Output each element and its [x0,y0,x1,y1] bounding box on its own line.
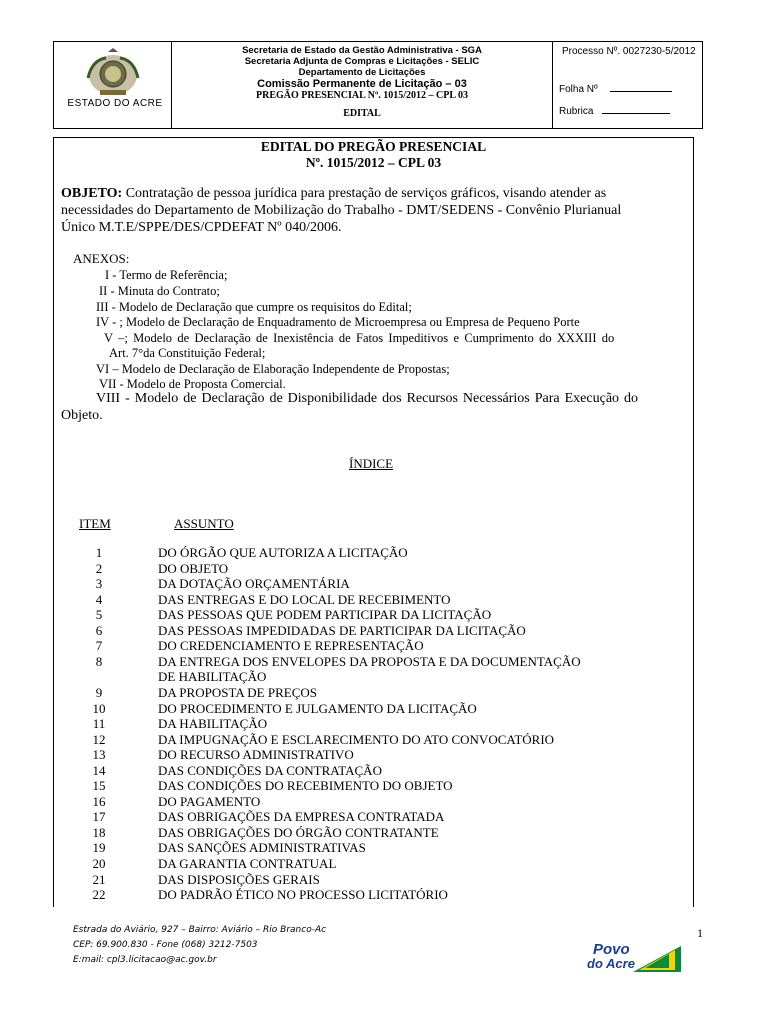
objeto-line2: necessidades do Departamento de Mobilização do Trabalho - DMT/SEDENS - Convênio Plurianual [61,203,622,218]
index-item-number: 9 [95,684,103,700]
index-item-number: 5 [95,607,103,623]
folha-field [610,91,672,92]
index-item-number: 4 [95,591,103,607]
indice-col-assunto: ASSUNTO [174,516,234,531]
index-item-number: 8 [95,653,103,669]
state-label: ESTADO DO ACRE [67,98,163,109]
anexo-item: VII - Modelo de Proposta Comercial. [99,377,286,391]
index-item-subject: DO OBJETO [158,560,229,576]
header-line: Comissão Permanente de Licitação – 03 [257,78,467,90]
footer-address: Estrada do Aviário, 927 – Bairro: Aviário – Rio Branco-Ac [73,925,327,935]
index-item-number: 10 [92,700,106,716]
header-center [172,42,552,120]
index-item-subject: DO RECURSO ADMINISTRATIVO [158,747,354,763]
folha-text: Folha Nº [559,84,598,95]
header-line: Secretaria Adjunta de Compras e Licitações - SELIC [244,56,480,67]
index-item-number: 15 [92,778,106,794]
index-item-number: 21 [92,871,106,887]
anexo-item: V –; Modelo de Declaração de Inexistência de Fatos Impeditivos e Cumprimento do XXXIII do [104,331,615,345]
rubrica-text: Rubrica [559,106,594,117]
index-item-number: 18 [92,824,106,840]
index-item-subject: DO PAGAMENTO [158,793,261,809]
index-item-number: 20 [92,856,106,871]
indice-col-item: ITEM [79,516,111,531]
anexo-item: I - Termo de Referência; [105,268,228,282]
indice-title: ÍNDICE [349,456,394,471]
logo-text-povo: Povo [593,941,630,958]
anexo-item: II - Minuta do Contrato; [99,284,220,298]
objeto-line3: Único M.T.E/SPPE/DES/CPDEFAT Nº 040/2006. [61,220,342,235]
povo-do-acre-logo [585,938,685,974]
anexo-item: VI – Modelo de Declaração de Elaboração Independente de Propostas; [96,362,450,376]
anexos-label: ANEXOS: [73,251,130,266]
anexo-item: IV - ; Modelo de Declaração de Enquadramento de Microempresa ou Empresa de Pequeno Porte [96,315,580,329]
index-item-number: 13 [92,747,106,763]
anexo-item: VIII - Modelo de Declaração de Disponibilidade dos Recursos Necessários Para Execução do [96,391,639,406]
index-item-subject: DAS OBRIGAÇÕES DA EMPRESA CONTRATADA [158,809,445,825]
index-item-number: 19 [92,840,106,856]
header-divider [552,42,553,128]
index-item-number: 14 [92,762,106,778]
page-number: 1 [697,926,703,940]
rubrica-field [602,113,670,114]
index-item-number: 12 [92,731,106,747]
processo-number: Processo Nº. 0027230-5/2012 [562,46,696,57]
index-item-subject: DA GARANTIA CONTRATUAL [158,856,337,871]
objeto-line1 [61,186,606,202]
header-line: EDITAL [343,108,381,119]
index-item-subject: DAS PESSOAS IMPEDIDADAS DE PARTICIPAR DA LICITAÇÃO [158,622,526,638]
index-item-subject: DAS ENTREGAS E DO LOCAL DE RECEBIMENTO [158,591,451,607]
index-item-subject: DO PADRÃO ÉTICO NO PROCESSO LICITATÓRIO [158,887,448,903]
index-item-subject: DO PROCEDIMENTO E JULGAMENTO DA LICITAÇÃO [158,700,477,716]
document-title: EDITAL DO PREGÃO PRESENCIAL [260,139,487,154]
rubrica-label [559,106,670,117]
index-item-number: 7 [95,638,103,654]
index-item-subject: DA DOTAÇÃO ORÇAMENTÁRIA [158,576,350,592]
footer-email: E:mail: cpl3.licitacao@ac.gov.br [73,955,217,965]
index-item-subject: DE HABILITAÇÃO [158,669,267,685]
folha-label [559,84,672,95]
index-item-number: 1 [95,545,103,560]
index-item-subject: DA ENTREGA DOS ENVELOPES DA PROPOSTA E DA DOCUMENTAÇÃO [158,653,581,669]
header-line: Departamento de Licitações [298,67,426,78]
index-item-number: 11 [92,716,106,732]
index-item-number: 22 [92,887,106,903]
header-table [53,41,703,129]
index-item-subject: DA PROPOSTA DE PREÇOS [158,684,317,700]
index-item-subject: DO ÓRGÃO QUE AUTORIZA A LICITAÇÃO [158,545,408,560]
index-item-subject: DA IMPUGNAÇÃO E ESCLARECIMENTO DO ATO CONVOCATÓRIO [158,731,555,747]
header-line: PREGÃO PRESENCIAL Nº. 1015/2012 – CPL 03 [256,90,468,101]
document-subtitle: Nº. 1015/2012 – CPL 03 [305,155,442,170]
objeto-label: OBJETO: [61,186,123,201]
index-item-subject: DAS OBRIGAÇÕES DO ÓRGÃO CONTRATANTE [158,824,439,840]
index-item-subject: DO CREDENCIAMENTO E REPRESENTAÇÃO [158,638,424,654]
anexo-item: III - Modelo de Declaração que cumpre os requisitos do Edital; [96,300,412,314]
anexo-item: Objeto. [61,408,103,423]
index-item-subject: DAS DISPOSIÇÕES GERAIS [158,871,320,887]
footer-cep: CEP: 69.900.830 - Fone (068) 3212-7503 [73,940,258,950]
index-item-number: 16 [92,793,106,809]
anexo-item: Art. 7°da Constituição Federal; [109,346,266,360]
coat-of-arms-icon [78,48,148,100]
index-item-subject: DAS PESSOAS QUE PODEM PARTICIPAR DA LICITAÇÃO [158,607,492,623]
objeto-text: Contratação de pessoa jurídica para prestação de serviços gráficos, visando atender as [125,186,607,201]
index-item-number: 2 [95,560,103,576]
index-item-subject: DA HABILITAÇÃO [158,716,268,732]
index-item-number: 6 [95,622,103,638]
index-item-number: 17 [92,809,106,825]
index-item-subject: DAS CONDIÇÕES DO RECEBIMENTO DO OBJETO [158,778,453,794]
index-item-subject: DAS CONDIÇÕES DA CONTRATAÇÃO [158,762,382,778]
index-item-number: 3 [95,576,103,592]
logo-text-acre: do Acre [587,956,635,971]
index-item-subject: DAS SANÇÕES ADMINISTRATIVAS [158,840,366,856]
header-line: Secretaria de Estado da Gestão Administrativa - SGA [242,45,482,56]
